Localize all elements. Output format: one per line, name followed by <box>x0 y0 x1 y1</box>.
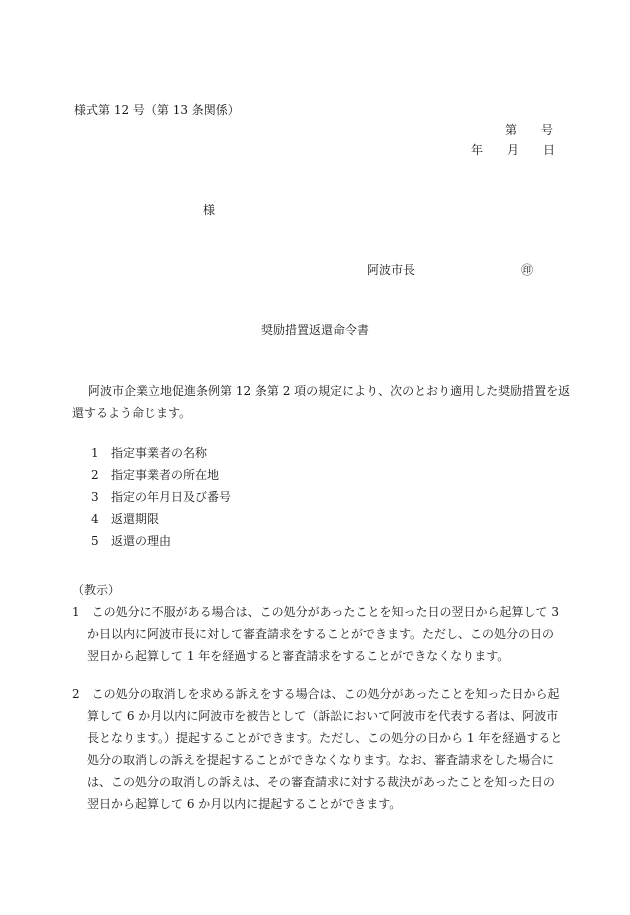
item-label: 指定の年月日及び番号 <box>111 490 232 504</box>
note-line: 算して 6 か月以内に阿波市を被告として（訴訟において阿波市を代表する者は、阿波市 <box>87 709 559 723</box>
instruction-note-1 <box>72 601 562 667</box>
item-number: 3 <box>91 490 99 504</box>
body-paragraph <box>72 380 571 424</box>
note-line: 翌日から起算して 6 か月以内に提起することができます。 <box>87 797 402 811</box>
note-line: 2 この処分の取消しを求める訴えをする場合は、この処分があったことを知った日から起 <box>72 687 560 701</box>
item-list <box>91 442 231 552</box>
document-number-label: 第 号 <box>505 123 554 137</box>
instruction-heading: （教示） <box>72 583 121 597</box>
note-line: 長となります。）提起することができます。ただし、この処分の日から 1 年を経過すると <box>87 731 563 745</box>
item-label: 返還期限 <box>111 512 160 526</box>
list-item <box>91 530 231 552</box>
item-label: 指定事業者の名称 <box>111 446 208 460</box>
item-number: 4 <box>91 512 99 526</box>
item-label: 指定事業者の所在地 <box>111 468 220 482</box>
item-number: 1 <box>91 446 99 460</box>
list-item <box>91 486 231 508</box>
note-line: は、この処分の取消しの訴えは、その審査請求に対する裁決があったことを知った日の <box>87 775 555 789</box>
date-label: 年 月 日 <box>471 143 556 157</box>
seal-mark: ㊞ <box>521 263 534 277</box>
addressee-honorific: 様 <box>203 203 216 217</box>
list-item <box>91 442 231 464</box>
body-line: 阿波市企業立地促進条例第 12 条第 2 項の規定により、次のとおり適用した奨励措置を返 <box>88 384 571 398</box>
item-number: 2 <box>91 468 99 482</box>
item-number: 5 <box>91 534 99 548</box>
item-label: 返還の理由 <box>111 534 172 548</box>
note-line: か日以内に阿波市長に対して審査請求をすることができます。ただし、この処分の日の <box>87 627 555 641</box>
note-line: 翌日から起算して 1 年を経過すると審査請求をすることができなくなります。 <box>87 649 510 663</box>
note-line: 処分の取消しの訴えを提起することができなくなります。なお、審査請求をした場合に <box>87 753 555 767</box>
form-number: 様式第 12 号（第 13 条関係） <box>74 103 240 117</box>
body-line: 還するよう命じます。 <box>72 406 192 420</box>
document-title: 奨励措置返還命令書 <box>261 323 370 337</box>
instruction-note-2 <box>72 683 562 815</box>
list-item <box>91 508 231 530</box>
note-line: 1 この処分に不服がある場合は、この処分があったことを知った日の翌日から起算して 3 <box>72 605 559 619</box>
list-item <box>91 464 231 486</box>
issuer-title: 阿波市長 <box>367 263 416 277</box>
